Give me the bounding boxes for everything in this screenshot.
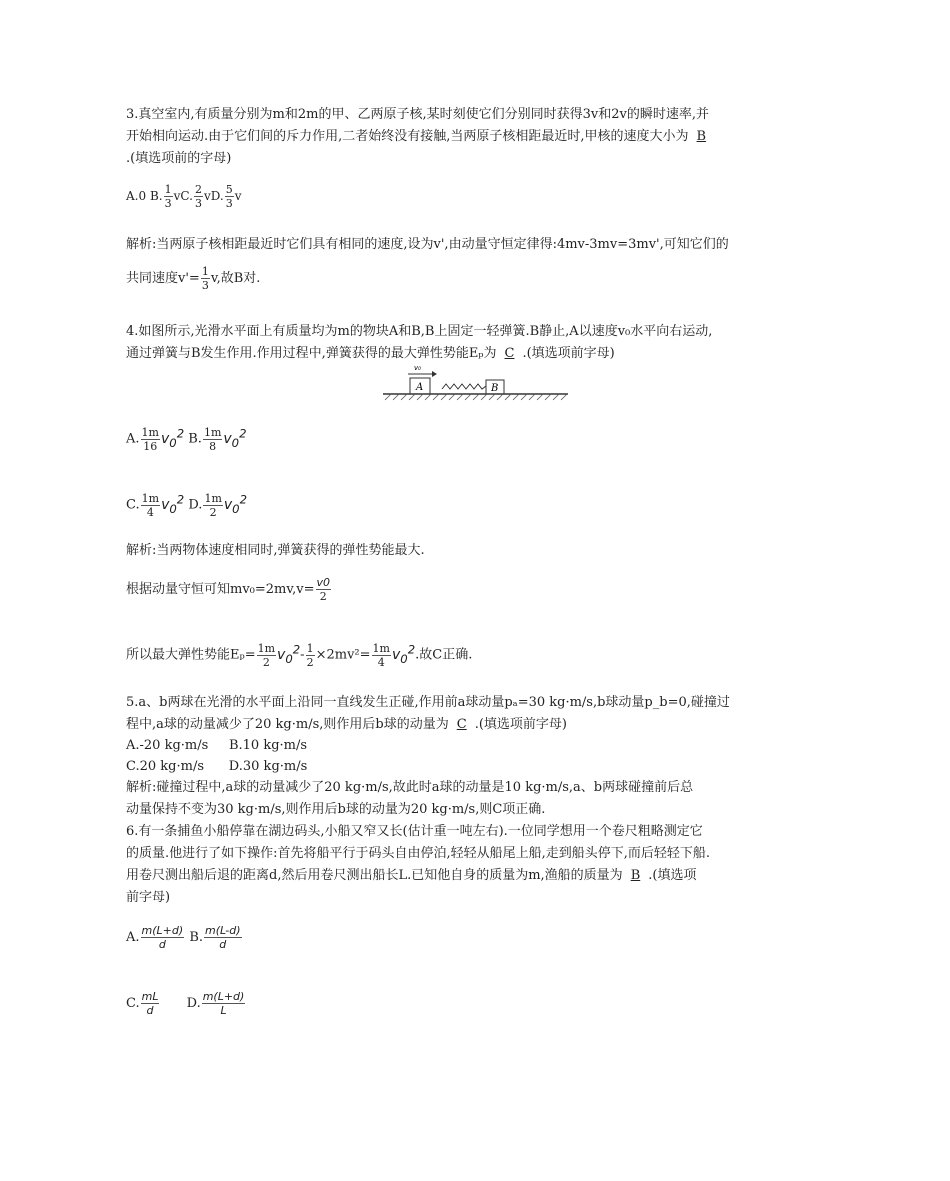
sub-zero: 0: [400, 651, 408, 666]
q4-analysis3: [126, 640, 472, 669]
q5-line1: 5.a、b两球在光滑的水平面上沿同一直线发生正碰,作用前a球动量pₐ=30 kg·m/s,b球动量p_b=0,碰撞过: [126, 695, 730, 710]
frac-num: m(L+d): [202, 990, 245, 1003]
q4-line2: [126, 345, 615, 363]
frac-num: mL: [141, 990, 159, 1003]
block-b-label: B: [491, 383, 499, 394]
frac-den: d: [146, 1004, 154, 1017]
frac-one: 1: [372, 641, 380, 655]
v-letter: v: [161, 496, 170, 513]
frac-den: 8: [209, 439, 217, 453]
v-letter: v: [223, 430, 232, 447]
q4-analysis2-frac: [316, 576, 332, 603]
sub-zero: 0: [169, 501, 177, 516]
v0-symbol: [391, 642, 416, 666]
frac-den: d: [219, 938, 227, 951]
q3-line2: [126, 128, 714, 146]
q4-analysis2-text: 根据动量守恒可知mv₀=2mv,v=: [126, 582, 315, 597]
velocity-label: v₀: [414, 364, 421, 372]
q3-opt-d-frac: [225, 183, 234, 210]
sub-zero: 0: [232, 501, 240, 516]
q4-analysis1: 解析:当两物体速度相同时,弹簧获得的弹性势能最大.: [126, 543, 425, 558]
q4-analysis3-frac1: [257, 642, 276, 669]
frac-num: v0: [316, 576, 331, 589]
q4-options-cd: [126, 490, 247, 519]
q3-opt-d-post: v: [234, 189, 242, 203]
frac-den: 3: [201, 279, 209, 292]
q6-answer: B: [630, 868, 641, 883]
q5-options-1: A.-20 kg·m/s B.10 kg·m/s: [126, 738, 308, 753]
v0-symbol: [223, 426, 247, 450]
q3-opt-c-frac: [194, 183, 203, 210]
frac-den: 4: [377, 655, 385, 669]
v-letter: v: [223, 496, 233, 513]
q5-analysis2: 动量保持不变为30 kg·m/s,则作用后b球的动量为20 kg·m/s,则C项正确.: [126, 802, 546, 817]
q3-analysis2-pre: 共同速度v'=: [126, 271, 200, 286]
q6-opt-d-frac: [202, 990, 246, 1017]
q6-opt-a-frac: [141, 924, 185, 951]
q5-answer: C: [456, 717, 467, 732]
frac-den: 16: [143, 439, 158, 453]
frac-den: 3: [225, 197, 233, 210]
q6-opt-c-frac: [141, 990, 160, 1017]
q4-opt-b-label: B.: [188, 431, 202, 447]
q6-line4: 前字母): [126, 890, 171, 905]
frac-num: [257, 642, 276, 656]
frac-one: 1: [141, 491, 149, 505]
q5-line2: [126, 716, 567, 734]
frac-den: 2: [209, 505, 217, 519]
sup-two: 2: [176, 426, 185, 440]
q3-line2-text: 开始相向运动.由于它们间的斥力作用,二者始终没有接触,当两原子核相距最近时,甲核的速度大小为: [126, 129, 689, 144]
v-letter: v: [277, 646, 286, 663]
frac-num: m(L-d): [205, 924, 241, 937]
sup-two: 2: [239, 492, 248, 506]
spring: [442, 384, 486, 389]
q4-opt-a-frac: [141, 426, 160, 453]
frac-num: [141, 492, 160, 506]
frac-num: 5: [225, 183, 233, 196]
frac-num: 1: [164, 183, 172, 196]
frac-m: m: [379, 641, 390, 655]
q4-analysis2: [126, 576, 332, 603]
q6-opt-a-label: A.: [126, 930, 140, 945]
q6-options-ab: [126, 924, 243, 951]
frac-den: 4: [146, 505, 154, 519]
q3-analysis1: 解析:当两原子核相距最近时它们具有相同的速度,设为v',由动量守恒定律得:4mv-3mv=3mv',可知它们的: [126, 237, 729, 252]
q4-opt-c-label: C.: [126, 497, 140, 513]
v0-symbol: [160, 426, 185, 450]
q3-opt-a: A.0: [126, 189, 147, 203]
sub-zero: 0: [285, 651, 293, 666]
ground-hatch: [385, 394, 567, 400]
frac-num: 1: [306, 641, 314, 655]
q4-opt-a-label: A.: [126, 431, 140, 447]
frac-den: 2: [262, 655, 270, 669]
q6-opt-c-label: C.: [126, 996, 140, 1011]
q6-options-cd: [126, 990, 246, 1017]
frac-one: 1: [257, 641, 265, 655]
sup-two: 2: [239, 426, 247, 440]
v0-symbol: [161, 492, 185, 516]
frac-num: m(L+d): [141, 924, 184, 937]
q4-analysis3-post: .故C正确.: [415, 647, 473, 663]
v-letter: v: [391, 646, 401, 663]
frac-m: m: [264, 641, 276, 655]
q6-opt-d-label: D.: [186, 996, 201, 1011]
q5-line2-pre: 程中,a球的动量减少了20 kg·m/s,则作用后b球的动量为: [126, 717, 449, 732]
q6-opt-b-frac: [204, 924, 242, 951]
q5-options-2: C.20 kg·m/s D.30 kg·m/s: [126, 759, 308, 774]
frac-den: 3: [164, 197, 172, 210]
q3-analysis2-frac: [201, 265, 210, 292]
q3-options: [126, 183, 242, 210]
v0-symbol: [223, 492, 248, 516]
q3-line1: 3.真空室内,有质量分别为m和2m的甲、乙两原子核,某时刻使它们分别同时获得3v和2v的瞬时速率,并: [126, 107, 709, 122]
block-a-label: A: [416, 382, 424, 393]
frac-m: m: [148, 425, 159, 439]
spring-blocks-figure: [380, 362, 570, 402]
q6-line2: 的质量.他进行了如下操作:首先将船平行于码头自由停泊,轻轻从船尾上船,走到船头停下,而后轻轻下船.: [126, 846, 711, 861]
q4-line2-post: .(填选项前字母): [522, 346, 615, 361]
frac-m: m: [211, 491, 222, 505]
q4-opt-b-frac: [203, 426, 222, 453]
q4-opt-c-frac: [141, 492, 160, 519]
q3-opt-b-pre: B.: [149, 189, 163, 203]
q3-opt-b-post: vC.: [173, 189, 193, 203]
q4-opt-d-frac: [203, 492, 222, 519]
frac-one: 1: [141, 425, 149, 439]
sup-two: 2: [176, 492, 185, 506]
frac-num: [203, 492, 222, 506]
frac-den: 2: [319, 590, 327, 603]
frac-one: 1: [203, 425, 211, 439]
q6-opt-b-label: B.: [189, 930, 203, 945]
q4-analysis3-minus: -: [300, 647, 305, 663]
q3-opt-c-post: vD.: [203, 189, 224, 203]
frac-den: 3: [194, 197, 202, 210]
q5-analysis1: 解析:碰撞过程中,a球的动量减少了20 kg·m/s,故此时a球的动量是10 kg·m/s,a、b两球碰撞前后总: [126, 780, 694, 795]
q4-options-ab: [126, 424, 247, 453]
frac-num: [372, 642, 391, 656]
q6-line3-pre: 用卷尺测出船后退的距离d,然后用卷尺测出船长L.已知他自身的质量为m,渔船的质量为: [126, 868, 623, 883]
velocity-arrow: [408, 371, 437, 377]
q6-line1: 6.有一条捕鱼小船停靠在湖边码头,小船又窄又长(估计重一吨左右).一位同学想用一个卷尺粗略测定它: [126, 824, 703, 839]
q3-answer: B: [696, 129, 707, 144]
q3-line3: .(填选项前的字母): [126, 151, 232, 166]
q4-analysis3-frac3: [372, 642, 391, 669]
q4-analysis3-frac2: [306, 642, 315, 669]
frac-num: [141, 426, 160, 440]
v0-symbol: [277, 642, 301, 666]
q4-analysis3-pre: 所以最大弹性势能Eₚ=: [126, 647, 256, 663]
sup-two: 2: [407, 642, 416, 656]
q4-line1: 4.如图所示,光滑水平面上有质量均为m的物块A和B,B上固定一轻弹簧.B静止,A以速度v₀水平向右运动,: [126, 324, 713, 339]
q4-analysis3-mid: ×2mv²=: [315, 647, 371, 663]
q4-answer: C: [504, 346, 515, 361]
frac-num: [203, 426, 222, 440]
frac-den: 2: [306, 655, 314, 669]
frac-den: d: [158, 938, 166, 951]
frac-m: m: [148, 491, 160, 505]
v-letter: v: [160, 430, 170, 447]
sub-zero: 0: [169, 435, 177, 450]
frac-num: 2: [194, 183, 202, 196]
q3-analysis2: [126, 265, 260, 292]
frac-one: 1: [204, 491, 212, 505]
q4-line2-text: 通过弹簧与B发生作用.作用过程中,弹簧获得的最大弹性势能Eₚ为: [126, 346, 497, 361]
q6-line3-post: .(填选项: [648, 868, 697, 883]
q6-line3: [126, 867, 696, 885]
q3-opt-b-frac: [164, 183, 173, 210]
q3-analysis2-post: v,故B对.: [210, 271, 261, 286]
q4-opt-d-label: D.: [188, 497, 203, 513]
sup-two: 2: [292, 642, 301, 656]
frac-m: m: [210, 425, 222, 439]
sub-zero: 0: [231, 435, 240, 450]
q5-line2-post: .(填选项前字母): [474, 717, 567, 732]
frac-num: 1: [201, 265, 209, 278]
frac-den: L: [220, 1004, 227, 1017]
